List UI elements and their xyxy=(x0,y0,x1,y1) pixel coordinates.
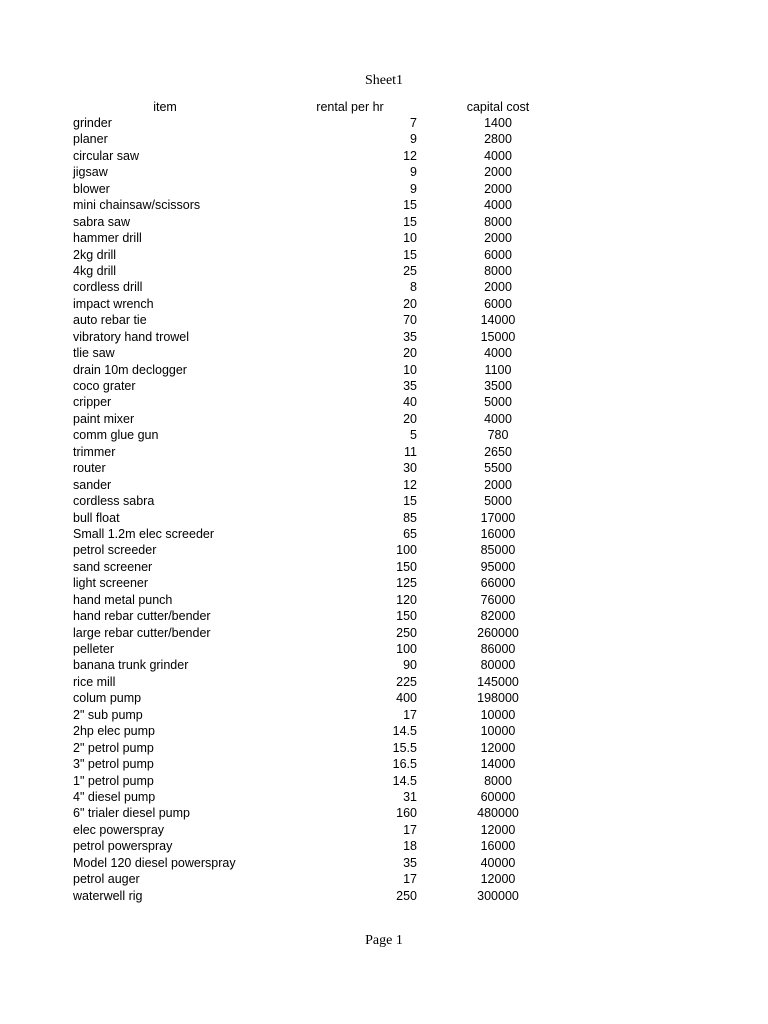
cell-rental-per-hr: 85 xyxy=(403,510,417,525)
table-row xyxy=(0,131,768,147)
cell-item: trimmer xyxy=(73,444,116,459)
cell-rental-per-hr: 15 xyxy=(403,247,417,262)
cell-capital-cost: 85000 xyxy=(480,543,516,558)
table-row xyxy=(0,362,768,378)
cell-capital-cost: 15000 xyxy=(480,329,516,344)
table-row xyxy=(0,263,768,279)
cell-capital-cost: 3500 xyxy=(484,379,512,393)
cell-item: elec powerspray xyxy=(73,822,165,837)
cell-capital-cost: 86000 xyxy=(480,642,516,656)
table-row xyxy=(0,247,768,263)
cell-item: banana trunk grinder xyxy=(73,658,189,673)
table-row xyxy=(0,756,768,772)
cell-item: paint mixer xyxy=(73,411,135,426)
cell-rental-per-hr: 400 xyxy=(396,691,417,706)
cell-capital-cost: 4000 xyxy=(484,411,512,426)
cell-item: 4kg drill xyxy=(73,263,117,278)
cell-capital-cost: 300000 xyxy=(477,888,519,903)
cell-capital-cost: 2800 xyxy=(484,132,512,147)
table-row xyxy=(0,608,768,624)
cell-capital-cost: 2000 xyxy=(484,477,512,492)
cell-item: sabra saw xyxy=(73,214,130,229)
table-row xyxy=(0,542,768,558)
table-row xyxy=(0,855,768,871)
cell-rental-per-hr: 17 xyxy=(403,872,417,887)
page-footer: Page 1 xyxy=(365,933,403,948)
cell-capital-cost: 2000 xyxy=(484,165,512,180)
cell-rental-per-hr: 125 xyxy=(396,576,417,591)
header-capital-cost: capital cost xyxy=(466,100,530,114)
cell-item: 2kg drill xyxy=(73,247,117,262)
cell-rental-per-hr: 5 xyxy=(410,428,417,443)
table-row xyxy=(0,279,768,295)
cell-item: cordless sabra xyxy=(73,494,155,509)
cell-rental-per-hr: 35 xyxy=(403,379,417,393)
cell-item: 1" petrol pump xyxy=(73,773,154,788)
table-row xyxy=(0,871,768,887)
cell-rental-per-hr: 120 xyxy=(396,592,417,607)
cell-rental-per-hr: 7 xyxy=(410,116,417,130)
cell-item: colum pump xyxy=(73,691,142,706)
cell-rental-per-hr: 15 xyxy=(403,214,417,229)
cell-capital-cost: 12000 xyxy=(480,872,516,887)
cell-rental-per-hr: 14.5 xyxy=(392,773,417,788)
table-row xyxy=(0,888,768,904)
cell-capital-cost: 8000 xyxy=(484,773,512,788)
cell-rental-per-hr: 225 xyxy=(396,674,417,689)
table-row xyxy=(0,345,768,361)
table-row xyxy=(0,378,768,394)
cell-rental-per-hr: 15 xyxy=(403,198,417,213)
cell-item: vibratory hand trowel xyxy=(73,329,190,344)
cell-rental-per-hr: 65 xyxy=(403,526,417,541)
cell-rental-per-hr: 15 xyxy=(403,494,417,509)
cell-item: 4" diesel pump xyxy=(73,789,156,804)
cell-rental-per-hr: 40 xyxy=(403,395,417,410)
cell-item: waterwell rig xyxy=(73,888,143,903)
cell-capital-cost: 198000 xyxy=(477,691,519,706)
table-row xyxy=(0,477,768,493)
cell-item: petrol powerspray xyxy=(73,839,173,854)
cell-rental-per-hr: 12 xyxy=(403,148,417,163)
cell-rental-per-hr: 18 xyxy=(403,839,417,854)
table-row xyxy=(0,657,768,673)
cell-capital-cost: 2650 xyxy=(484,444,512,459)
cell-item: sander xyxy=(73,477,112,492)
cell-item: planer xyxy=(73,132,108,147)
cell-capital-cost: 16000 xyxy=(480,526,516,541)
cell-capital-cost: 14000 xyxy=(480,313,516,328)
table-body xyxy=(0,115,768,904)
table-row xyxy=(0,789,768,805)
cell-item: 2" petrol pump xyxy=(73,740,154,755)
cell-rental-per-hr: 20 xyxy=(403,296,417,311)
cell-capital-cost: 4000 xyxy=(484,198,512,213)
cell-rental-per-hr: 70 xyxy=(403,313,417,328)
cell-rental-per-hr: 20 xyxy=(403,346,417,361)
cell-capital-cost: 260000 xyxy=(477,625,519,640)
table-row xyxy=(0,575,768,591)
table-row xyxy=(0,329,768,345)
table-row xyxy=(0,526,768,542)
table-row xyxy=(0,838,768,854)
cell-capital-cost: 66000 xyxy=(480,576,516,591)
cell-capital-cost: 8000 xyxy=(484,263,512,278)
cell-item: grinder xyxy=(73,116,112,130)
cell-item: 6" trialer diesel pump xyxy=(73,806,190,821)
cell-rental-per-hr: 25 xyxy=(403,263,417,278)
table-row xyxy=(0,230,768,246)
cell-capital-cost: 480000 xyxy=(477,806,519,821)
cell-rental-per-hr: 100 xyxy=(396,642,417,656)
cell-item: hand metal punch xyxy=(73,592,173,607)
cell-rental-per-hr: 9 xyxy=(410,181,417,196)
cell-capital-cost: 2000 xyxy=(484,181,512,196)
cell-rental-per-hr: 160 xyxy=(396,806,417,821)
cell-rental-per-hr: 14.5 xyxy=(392,724,417,739)
table-row xyxy=(0,805,768,821)
sheet-title: Sheet1 xyxy=(364,73,404,88)
cell-item: rice mill xyxy=(73,674,116,689)
cell-item: auto rebar tie xyxy=(73,313,147,328)
cell-rental-per-hr: 90 xyxy=(403,658,417,673)
cell-rental-per-hr: 100 xyxy=(396,543,417,558)
table-row xyxy=(0,493,768,509)
cell-capital-cost: 780 xyxy=(487,428,509,443)
cell-rental-per-hr: 31 xyxy=(403,789,417,804)
cell-item: 2hp elec pump xyxy=(73,724,156,739)
cell-item: comm glue gun xyxy=(73,428,159,443)
table-row xyxy=(0,510,768,526)
cell-rental-per-hr: 20 xyxy=(403,411,417,426)
table-row xyxy=(0,115,768,131)
table-row xyxy=(0,690,768,706)
table-row xyxy=(0,592,768,608)
cell-item: mini chainsaw/scissors xyxy=(73,198,201,213)
cell-capital-cost: 80000 xyxy=(480,658,516,673)
cell-item: blower xyxy=(73,181,110,196)
cell-item: petrol screeder xyxy=(73,543,157,558)
equipment-table xyxy=(0,99,768,904)
cell-rental-per-hr: 9 xyxy=(410,132,417,147)
cell-rental-per-hr: 250 xyxy=(396,625,417,640)
cell-capital-cost: 145000 xyxy=(477,674,519,689)
cell-item: large rebar cutter/bender xyxy=(73,625,211,640)
cell-capital-cost: 10000 xyxy=(480,707,516,722)
table-header-row xyxy=(0,99,768,115)
cell-item: light screener xyxy=(73,576,149,591)
cell-rental-per-hr: 15.5 xyxy=(392,740,417,755)
cell-capital-cost: 2000 xyxy=(484,231,512,246)
table-row xyxy=(0,559,768,575)
cell-item: hammer drill xyxy=(73,231,142,246)
cell-item: 3" petrol pump xyxy=(73,757,154,772)
cell-capital-cost: 5000 xyxy=(484,494,512,509)
cell-rental-per-hr: 10 xyxy=(403,231,417,246)
table-row xyxy=(0,723,768,739)
table-row xyxy=(0,197,768,213)
table-row xyxy=(0,822,768,838)
cell-capital-cost: 4000 xyxy=(484,148,512,163)
table-row xyxy=(0,674,768,690)
cell-item: router xyxy=(73,461,106,476)
table-row xyxy=(0,181,768,197)
table-row xyxy=(0,214,768,230)
header-item: item xyxy=(153,100,177,114)
cell-item: pelleter xyxy=(73,642,114,656)
table-row xyxy=(0,460,768,476)
cell-rental-per-hr: 17 xyxy=(403,707,417,722)
cell-rental-per-hr: 10 xyxy=(403,362,417,377)
cell-item: tlie saw xyxy=(73,346,115,361)
table-row xyxy=(0,411,768,427)
table-row xyxy=(0,641,768,657)
cell-rental-per-hr: 8 xyxy=(410,280,417,295)
table-row xyxy=(0,773,768,789)
cell-capital-cost: 6000 xyxy=(484,247,512,262)
cell-capital-cost: 12000 xyxy=(480,822,516,837)
table-row xyxy=(0,707,768,723)
cell-capital-cost: 16000 xyxy=(480,839,516,854)
cell-capital-cost: 95000 xyxy=(480,559,516,574)
cell-item: circular saw xyxy=(73,148,139,163)
table-row xyxy=(0,740,768,756)
table-row xyxy=(0,296,768,312)
cell-capital-cost: 5500 xyxy=(484,461,512,476)
cell-capital-cost: 8000 xyxy=(484,214,512,229)
cell-item: bull float xyxy=(73,510,120,525)
cell-capital-cost: 82000 xyxy=(480,609,516,624)
cell-rental-per-hr: 9 xyxy=(410,165,417,180)
cell-capital-cost: 1400 xyxy=(484,116,512,130)
cell-capital-cost: 10000 xyxy=(480,724,516,739)
cell-capital-cost: 14000 xyxy=(480,757,516,772)
cell-item: cordless drill xyxy=(73,280,143,295)
cell-capital-cost: 12000 xyxy=(480,740,516,755)
table-row xyxy=(0,312,768,328)
cell-item: cripper xyxy=(73,395,112,410)
cell-rental-per-hr: 250 xyxy=(396,888,417,903)
table-row xyxy=(0,427,768,443)
cell-rental-per-hr: 16.5 xyxy=(392,757,417,772)
cell-item: coco grater xyxy=(73,379,136,393)
cell-rental-per-hr: 150 xyxy=(396,559,417,574)
cell-capital-cost: 17000 xyxy=(480,510,516,525)
cell-item: sand screener xyxy=(73,559,153,574)
table-row xyxy=(0,625,768,641)
table-row xyxy=(0,148,768,164)
table-row xyxy=(0,444,768,460)
cell-capital-cost: 5000 xyxy=(484,395,512,410)
cell-item: drain 10m declogger xyxy=(73,362,187,377)
cell-capital-cost: 4000 xyxy=(484,346,512,361)
cell-item: impact wrench xyxy=(73,296,154,311)
table-row xyxy=(0,164,768,180)
header-rental-per-hr: rental per hr xyxy=(316,100,384,114)
cell-capital-cost: 1100 xyxy=(484,362,512,377)
cell-item: Model 120 diesel powerspray xyxy=(73,855,236,870)
cell-rental-per-hr: 35 xyxy=(403,855,417,870)
cell-rental-per-hr: 35 xyxy=(403,329,417,344)
cell-rental-per-hr: 12 xyxy=(403,477,417,492)
cell-item: Small 1.2m elec screeder xyxy=(73,526,215,541)
cell-capital-cost: 76000 xyxy=(480,592,516,607)
table-row xyxy=(0,394,768,410)
cell-item: jigsaw xyxy=(73,165,108,180)
cell-rental-per-hr: 17 xyxy=(403,822,417,837)
cell-rental-per-hr: 150 xyxy=(396,609,417,624)
cell-item: hand rebar cutter/bender xyxy=(73,609,211,624)
cell-capital-cost: 40000 xyxy=(480,855,516,870)
cell-capital-cost: 60000 xyxy=(480,789,516,804)
cell-capital-cost: 6000 xyxy=(484,296,512,311)
cell-capital-cost: 2000 xyxy=(484,280,512,295)
cell-rental-per-hr: 11 xyxy=(404,444,417,459)
cell-item: 2" sub pump xyxy=(73,707,143,722)
cell-item: petrol auger xyxy=(73,872,140,887)
cell-rental-per-hr: 30 xyxy=(403,461,417,476)
